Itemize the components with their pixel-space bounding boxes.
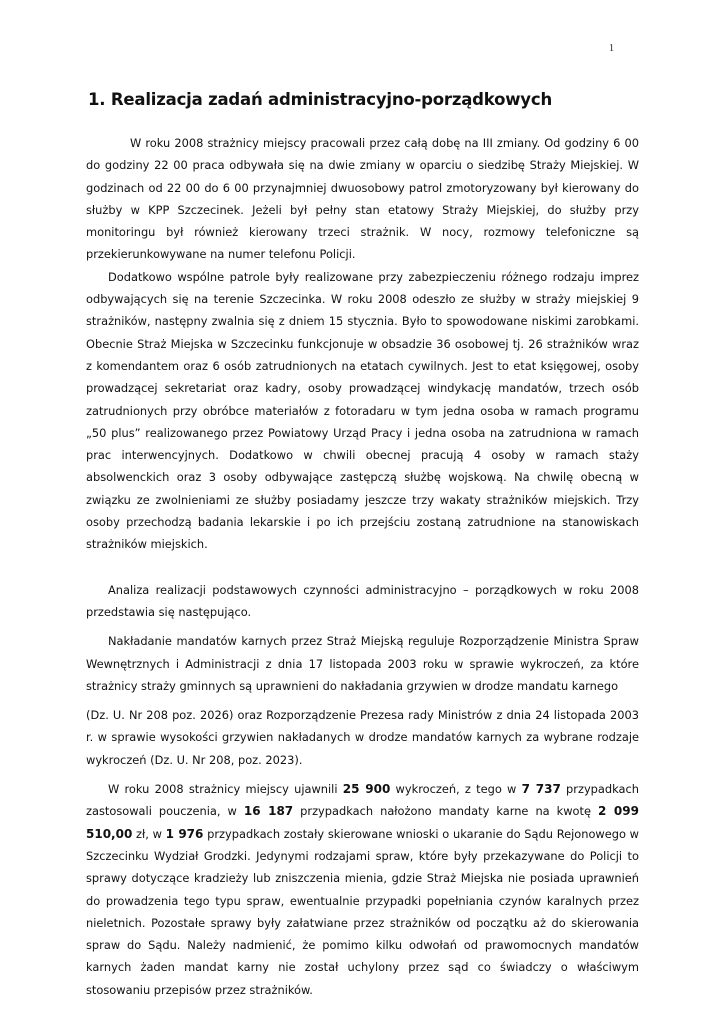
paragraph-regulation-refs: (Dz. U. Nr 208 poz. 2026) oraz Rozporządzenie Prezesa rady Ministrów z dnia 24 listopada 2003 r. w sprawie wysokości grzywien nakładanych w drodze mandatów karnych za wybrane rodzaje wykroczeń (Dz. U. Nr 208, poz. 2023). xyxy=(86,708,639,767)
paragraph-statistics xyxy=(86,778,639,1001)
stats-text: wykroczeń, z tego w xyxy=(390,782,522,797)
paragraph-staffing: Dodatkowo wspólne patrole były realizowane przy zabezpieczeniu różnego rodzaju imprez odbywających się na terenie Szczecinka. W roku 2008 odeszło ze służby w straży miejskiej 9 strażników, następny zwalnia się z dniem 15 stycznia. Było to spowodowane niskimi zarobkami. Obecnie Straż Miejska w Szczecinku funkcjonuje w obsadzie 36 osobowej tj. 26 strażników wraz z komendantem oraz 6 osób zatrudnionych na etatach cywilnych. Jest to etat księgowej, osoby prowadzącej sekretariat oraz kadry, osoby prowadzącej windykację mandatów, trzech osób zatrudnionych przy obróbce materiałów z fotoradaru w tym jedna osoba w ramach programu „50 plus” realizowanego przez Powiatowy Urząd Pracy i jedna osoba na zatrudniona w ramach prac interwencyjnych. Dodatkowo w chwili obecnej pracują 4 osoby w ramach staży absolwenckich oraz 3 osoby odbywające zastępczą służbę wojskową. Na chwilę obecną w związku ze zwolnieniami ze służby posiadamy jeszcze trzy wakaty strażników miejskich. Trzy osoby przechodzą badania lekarskie i po ich przejściu zostaną zatrudnione na stanowiskach strażników miejskich. xyxy=(86,269,639,552)
stat-court-motions: 1 976 xyxy=(165,826,204,841)
stats-text: przypadkach zostały skierowane wnioski o ukaranie do Sądu Rejonowego w Szczecinku Wydział Grodzki. Jedynymi rodzajami spraw, które były przekazywane do Policji to sprawy dotyczące kradzieży lub zniszczenia mienia, gdzie Straż Miejska nie posiada uprawnień do prowadzenia tego typu spraw, ewentualnie przypadki popełniania czynów karalnych przez nieletnich. Pozostałe sprawy były załatwiane przez strażników od początku aż do skierowania spraw do Sądu. Należy nadmienić, że pomimo kilku odwołań od prawomocnych mandatów karnych żaden mandat karny nie został uchylony przez sąd co świadczy o właściwym stosowaniu przepisów przez strażników. xyxy=(86,826,640,997)
document-body xyxy=(86,132,639,1001)
paragraph-analysis-intro: Analiza realizacji podstawowych czynności administracyjno – porządkowych w roku 2008 przedstawia się następująco. xyxy=(86,582,639,619)
page-number: 1 xyxy=(609,43,614,54)
stat-fines-count: 16 187 xyxy=(243,804,294,819)
stat-fines-amount: 2 099 510,00 xyxy=(86,804,639,841)
stats-text: przypadkach zastosowali pouczenia, w xyxy=(86,782,639,819)
section-heading: 1. Realizacja zadań administracyjno-porządkowych xyxy=(88,90,552,109)
stats-text: zł, w xyxy=(132,826,166,841)
paragraph-shifts: W roku 2008 strażnicy miejscy pracowali przez całą dobę na III zmiany. Od godziny 6 00 do godziny 22 00 praca odbywała się na dwie zmiany w oparciu o siedzibę Straży Miejskiej. W godzinach od 22 00 do 6 00 przynajmniej dwuosobowy patrol zmotoryzowany był kierowany do służby w KPP Szczecinek. Jeżeli był pełny stan etatowy Straży Miejskiej, do służby przy monitoringu był również kierowany trzeci strażnik. W nocy, rozmowy telefoniczne są przekierunkowywane na numer telefonu Policji. xyxy=(86,136,639,262)
stats-text: W roku 2008 strażnicy miejscy ujawnili xyxy=(108,782,343,797)
paragraph-regulation: Nakładanie mandatów karnych przez Straż Miejską reguluje Rozporządzenie Ministra Spraw Wewnętrznych i Administracji z dnia 17 listopada 2003 roku w sprawie wykroczeń, za które strażnicy straży gminnych są uprawnieni do nakładania grzywien w drodze mandatu karnego xyxy=(86,634,639,693)
stat-offences-total: 25 900 xyxy=(342,782,391,797)
stats-text: przypadkach nałożono mandaty karne na kwotę xyxy=(293,804,599,819)
stat-warnings: 7 737 xyxy=(521,782,561,797)
